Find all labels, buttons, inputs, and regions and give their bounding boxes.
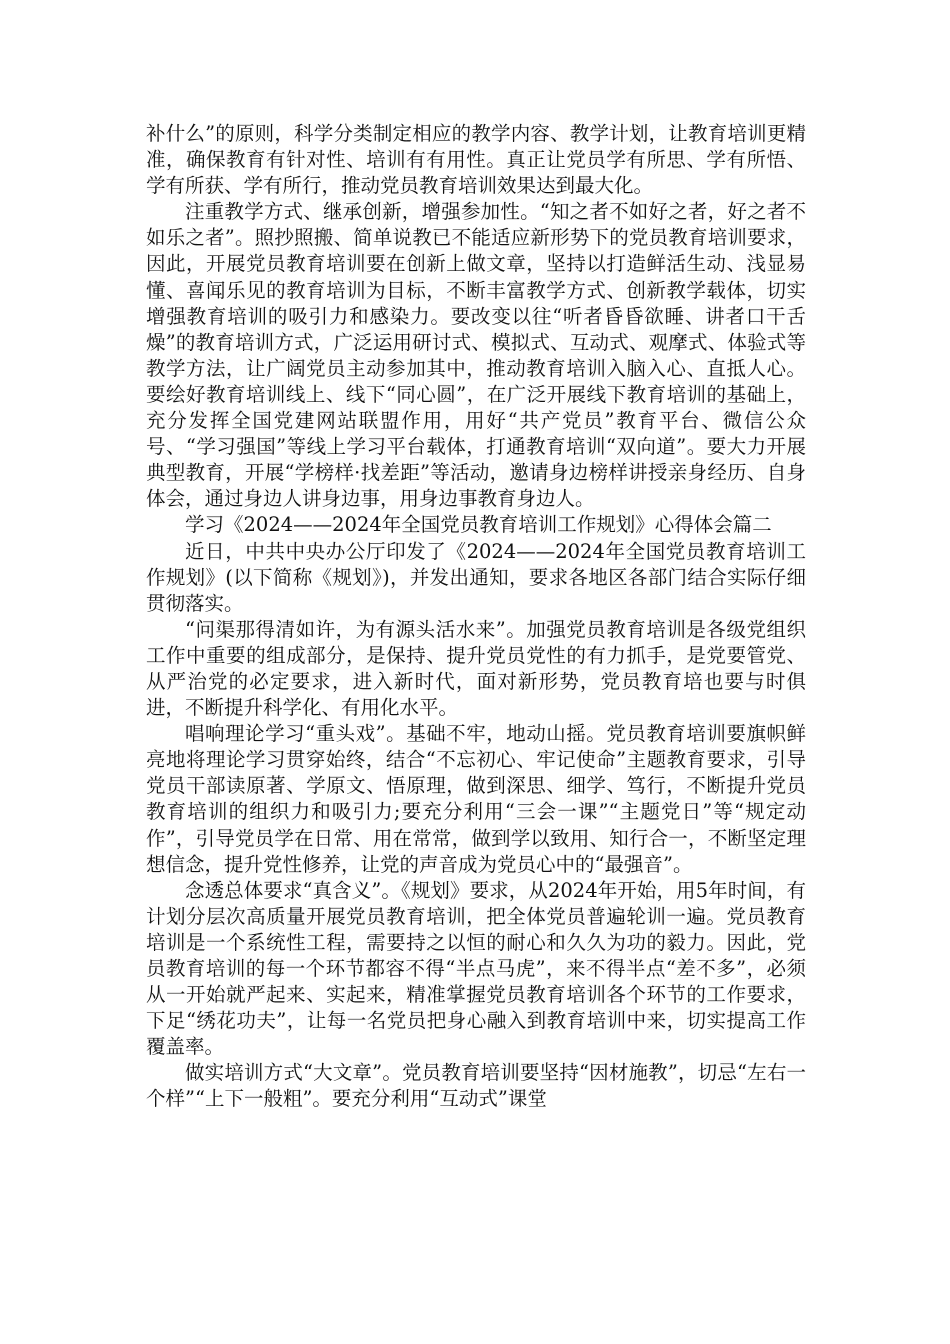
paragraph-source-water: “问渠那得清如许，为有源头活水来”。加强党员教育培训是各级党组织工作中重要的组成部分，是保持、提升党员党性的有力抓手，是党要管党、从严治党的必定要求，进入新时代，面对新形势，党员教育培也要与时俱进，不断提升科学化、有用化水平。 bbox=[146, 617, 806, 720]
paragraph-introduction: 近日，中共中央办公厅印发了《2024——2024年全国党员教育培训工作规划》(以下简称《规划》)，并发出通知，要求各地区各部门结合实际仔细贯彻落实。 bbox=[146, 539, 806, 615]
section-heading-part-two: 学习《2024——2024年全国党员教育培训工作规划》心得体会篇二 bbox=[185, 513, 772, 537]
paragraph-theory-study: 唱响理论学习“重头戏”。基础不牢，地动山摇。党员教育培训要旗帜鲜亮地将理论学习贯穿始终，结合“不忘初心、牢记使命”主题教育要求，引导党员干部读原著、学原文、悟原理，做到深思、细学、笃行，不断提升党员教育培训的组织力和吸引力;要充分利用“三会一课”“主题党日”等“规定动作”，引导党员学在日常、用在常常，做到学以致用、知行合一，不断坚定理想信念，提升党性修养，让党的声音成为党员心中的“最强音”。 bbox=[146, 722, 806, 876]
paragraph-training-methods: 做实培训方式“大文章”。党员教育培训要坚持“因材施教”，切忌“左右一个样”“上下一般粗”。要充分利用“互动式”课堂 bbox=[146, 1061, 806, 1111]
document-body bbox=[146, 121, 806, 1113]
paragraph-continuation: 补什么”的原则，科学分类制定相应的教学内容、教学计划，让教育培训更精准，确保教育有针对性、培训有有用性。真正让党员学有所思、学有所悟、学有所获、学有所行，推动党员教育培训效果达到最大化。 bbox=[146, 122, 806, 198]
paragraph-teaching-methods: 注重教学方式、继承创新，增强参加性。“知之者不如好之者，好之者不如乐之者”。照抄照搬、简单说教已不能适应新形势下的党员教育培训要求，因此，开展党员教育培训要在创新上做文章，坚持以打造鲜活生动、浅显易懂、喜闻乐见的教育培训为目标，不断丰富教学方式、创新教学载体，切实增强教育培训的吸引力和感染力。要改变以往“听者昏昏欲睡、讲者口干舌燥”的教育培训方式，广泛运用研讨式、模拟式、互动式、观摩式、体验式等教学方法，让广阔党员主动参加其中，推动教育培训入脑入心、直抵人心。要绘好教育培训线上、线下“同心圆”，在广泛开展线下教育培训的基础上，充分发挥全国党建网站联盟作用，用好“共产党员”教育平台、微信公众号、“学习强国”等线上学习平台载体，打通教育培训“双向道”。要大力开展典型教育，开展“学榜样·找差距”等活动，邀请身边榜样讲授亲身经历、自身体会，通过身边人讲身边事，用身边事教育身边人。 bbox=[146, 200, 806, 511]
paragraph-overall-requirements: 念透总体要求“真含义”。《规划》要求，从2024年开始，用5年时间，有计划分层次高质量开展党员教育培训，把全体党员普遍轮训一遍。党员教育培训是一个系统性工程，需要持之以恒的耐心和久久为功的毅力。因此，党员教育培训的每一个环节都容不得“半点马虎”，来不得半点“差不多”，必须从一开始就严起来、实起来，精准掌握党员教育培训各个环节的工作要求，下足“绣花功夫”，让每一名党员把身心融入到教育培训中来，切实提高工作覆盖率。 bbox=[146, 878, 806, 1059]
